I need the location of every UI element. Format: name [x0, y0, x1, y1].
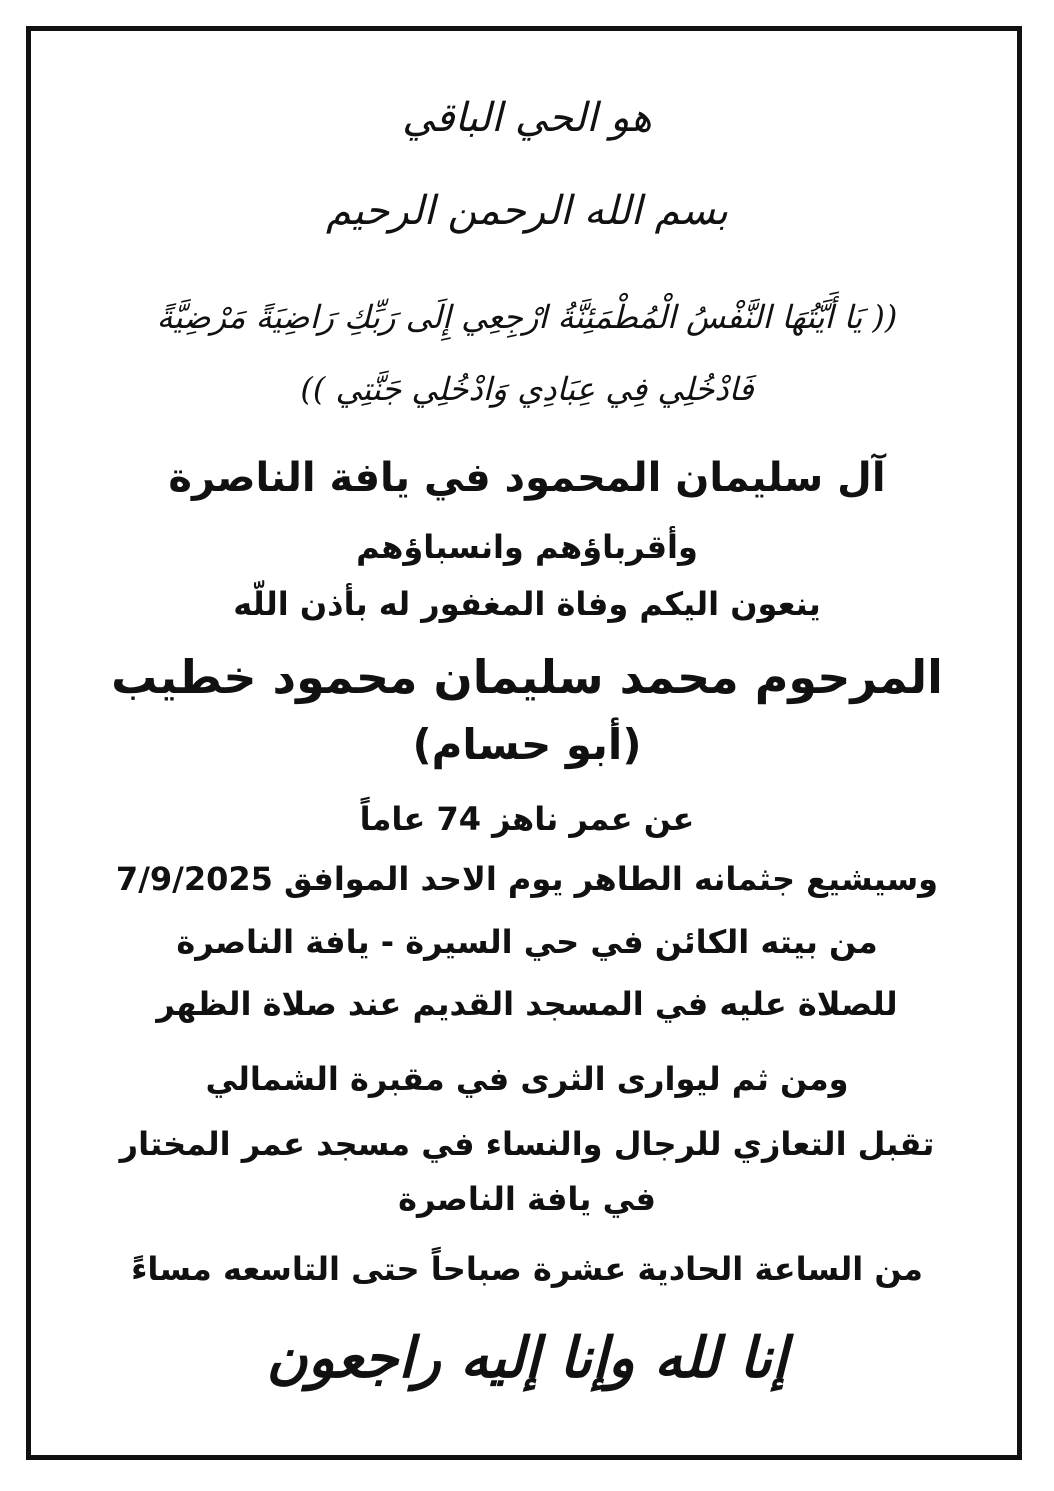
deceased-name: المرحوم محمد سليمان محمود خطيب: [111, 650, 943, 704]
family-line: آل سليمان المحمود في يافة الناصرة: [168, 455, 886, 501]
condolence-line: تقبل التعازي للرجال والنساء في مسجد عمر المختار: [119, 1125, 935, 1163]
announcement-line: ينعون اليكم وفاة المغفور له بأذن اللّه: [233, 585, 821, 623]
quran-verse-line-1: (( يَا أَيَّتُهَا النَّفْسُ الْمُطْمَئِنَّةُ ارْجِعِي إِلَى رَبِّكِ رَاضِيَةً مَرْضِيَّةً: [156, 298, 898, 336]
deceased-kunya: (أبو حسام): [412, 720, 642, 769]
istirja-calligraphy: إنا لله وإنا إليه راجعون: [266, 1325, 788, 1391]
relatives-line: وأقرباؤهم وانسباؤهم: [356, 528, 698, 566]
condolence-place-line: في يافة الناصرة: [398, 1180, 656, 1218]
age-line: عن عمر ناهز 74 عاماً: [359, 800, 695, 838]
burial-line: ومن ثم ليوارى الثرى في مقبرة الشمالي: [205, 1060, 849, 1098]
basmala: بسم الله الرحمن الرحيم: [325, 188, 729, 234]
house-location-line: من بيته الكائن في حي السيرة - يافة الناصرة: [176, 923, 878, 961]
header-title: هو الحي الباقي: [402, 95, 652, 141]
funeral-date-line: وسيشيع جثمانه الطاهر يوم الاحد الموافق 7/9/2025: [115, 860, 939, 898]
condolence-hours-line: من الساعة الحادية عشرة صباحاً حتى التاسعه مساءً: [131, 1250, 923, 1288]
quran-verse-line-2: فَادْخُلِي فِي عِبَادِي وَادْخُلِي جَنَّتِي )): [300, 370, 754, 408]
prayer-line: للصلاة عليه في المسجد القديم عند صلاة الظهر: [156, 985, 898, 1023]
